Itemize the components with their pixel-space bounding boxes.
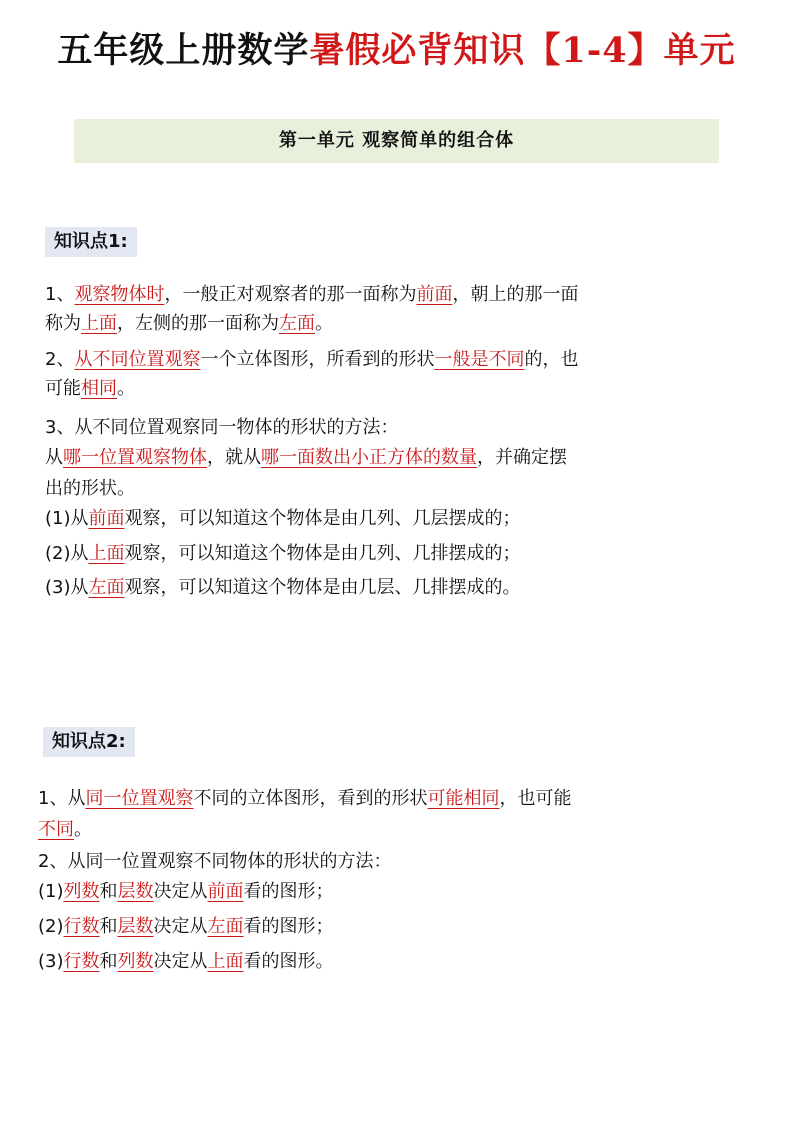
body-text: (1)从 (45, 508, 89, 529)
body-text: ，左侧的那一面称为 (117, 313, 279, 334)
key-term: 左面 (279, 313, 315, 334)
body-text: 3、从不同位置观察同一物体的形状的方法： (45, 417, 399, 438)
body-text: 不同的立体图形，看到的形状 (193, 788, 428, 809)
kp1-line (45, 504, 521, 534)
kp1-line (45, 280, 578, 310)
key-term: 左面 (88, 577, 125, 598)
key-term: 列数 (63, 881, 100, 902)
body-text: 1、 (45, 284, 75, 305)
key-term: 行数 (63, 951, 100, 972)
body-text: ，并确定摆 (477, 447, 567, 468)
key-term: 层数 (117, 881, 154, 902)
body-text: (1) (38, 881, 64, 902)
key-term: 哪一面数出小正方体的数量 (261, 447, 477, 468)
body-text: 的，也 (524, 349, 579, 370)
body-text: 观察，可以知道这个物体是由几列、几排摆成的； (124, 543, 521, 564)
body-text: 观察，可以知道这个物体是由几层、几排摆成的。 (124, 577, 521, 598)
body-text: (2) (38, 916, 64, 937)
key-term: 前面 (88, 508, 125, 529)
key-term: 一般是不同 (434, 349, 525, 370)
body-text: 和 (99, 916, 118, 937)
kp2-line (38, 947, 334, 977)
body-text: 称为 (45, 313, 81, 334)
kp2-line (38, 877, 334, 907)
body-text: 2、从同一位置观察不同物体的形状的方法： (38, 851, 392, 872)
body-text: (3)从 (45, 577, 89, 598)
page-title-highlight: 暑假必背知识【1-4】单元 (309, 30, 736, 71)
key-term: 相同 (81, 378, 117, 399)
kp1-line (45, 539, 521, 569)
kp1-line (45, 345, 578, 375)
page-title-main: 五年级上册数学 (57, 30, 310, 71)
kp1-line (45, 309, 333, 339)
body-text: ，就从 (207, 447, 261, 468)
body-text: (3) (38, 951, 64, 972)
unit-banner: 第一单元 观察简单的组合体 (74, 119, 719, 163)
key-term: 哪一位置观察物体 (63, 447, 207, 468)
body-text: 看的图形； (243, 916, 334, 937)
key-term: 同一位置观察 (85, 788, 194, 809)
body-text: 出的形状。 (45, 478, 135, 499)
key-term: 上面 (88, 543, 125, 564)
body-text: 。 (315, 313, 333, 334)
body-text: 一个立体图形，所看到的形状 (200, 349, 435, 370)
body-text: 看的图形； (243, 881, 334, 902)
key-term: 行数 (63, 916, 100, 937)
key-term: 列数 (117, 951, 154, 972)
kp1-line (45, 474, 135, 504)
body-text: 从 (45, 447, 63, 468)
body-text: 决定从 (153, 951, 208, 972)
body-text: 可能 (45, 378, 81, 399)
body-text: 和 (99, 951, 118, 972)
knowledge-point-1-label: 知识点1: (45, 227, 137, 257)
kp1-line (45, 573, 521, 603)
body-text: 2、 (45, 349, 75, 370)
key-term: 上面 (207, 951, 244, 972)
key-term: 从不同位置观察 (74, 349, 201, 370)
key-term: 层数 (117, 916, 154, 937)
body-text: (2)从 (45, 543, 89, 564)
body-text: 和 (99, 881, 118, 902)
key-term: 前面 (416, 284, 453, 305)
key-term: 前面 (207, 881, 244, 902)
kp2-line (38, 815, 92, 845)
body-text: ，也可能 (499, 788, 572, 809)
kp1-line (45, 413, 398, 443)
body-text: 看的图形。 (243, 951, 334, 972)
body-text: ，一般正对观察者的那一面称为 (164, 284, 417, 305)
body-text: 决定从 (153, 881, 208, 902)
body-text: 观察，可以知道这个物体是由几列、几层摆成的； (124, 508, 521, 529)
key-term: 可能相同 (427, 788, 500, 809)
body-text: 。 (117, 378, 135, 399)
body-text: 。 (74, 819, 92, 840)
key-term: 左面 (207, 916, 244, 937)
kp2-line (38, 912, 334, 942)
body-text: 决定从 (153, 916, 208, 937)
key-term: 上面 (81, 313, 117, 334)
kp1-line (45, 374, 135, 404)
kp2-line (38, 847, 391, 877)
body-text: 1、从 (38, 788, 86, 809)
page-title (0, 30, 793, 72)
knowledge-point-2-label: 知识点2: (43, 727, 135, 757)
key-term: 不同 (38, 819, 74, 840)
key-term: 观察物体时 (74, 284, 165, 305)
body-text: ，朝上的那一面 (452, 284, 579, 305)
kp1-line (45, 443, 567, 473)
kp2-line (38, 784, 571, 814)
